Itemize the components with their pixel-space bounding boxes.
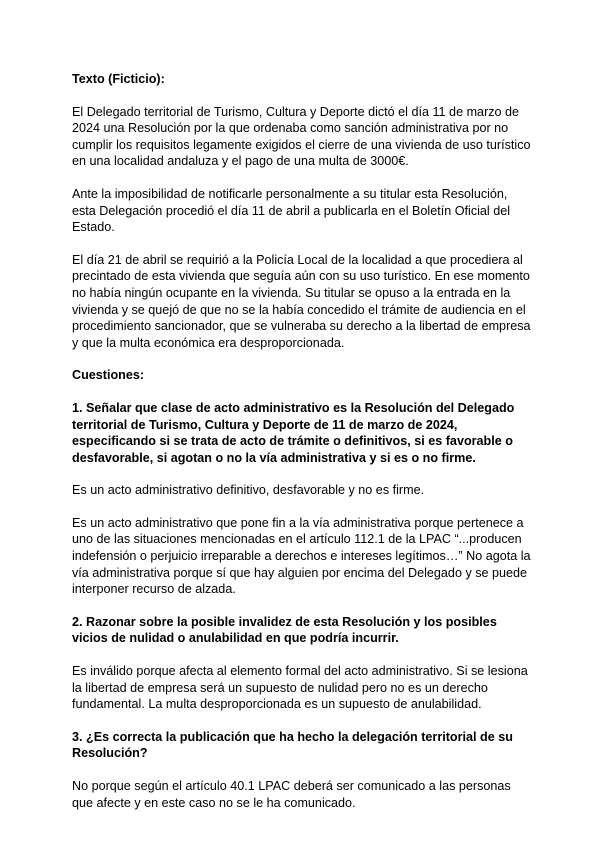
answer-1-paragraph-2: Es un acto administrativo que pone fin a la vía administrativa porque pertenece a uno de las situaciones mencionadas en el artículo 112.1 de la LPAC “...producen indefensión o perjuicio irreparable a derechos e intereses legítimos…” No agota la vía administrativa porque sí que hay alguien por encima del Delegado y se puede interponer recurso de alzada. bbox=[72, 515, 531, 597]
question-3: 3. ¿Es correcta la publicación que ha hecho la delegación territorial de su Resolución? bbox=[72, 729, 513, 761]
questions-heading: Cuestiones: bbox=[72, 368, 145, 383]
answer-2-paragraph-1: Es inválido porque afecta al elemento formal del acto administrativo. Si se lesiona la libertad de empresa será un supuesto de nulidad pero no es un derecho fundamental. La multa desproporcionada es un supuesto de anulabilidad. bbox=[72, 664, 528, 712]
question-2: 2. Razonar sobre la posible invalidez de esta Resolución y los posibles vicios de nulidad o anulabilidad en que podría incurrir. bbox=[72, 614, 497, 646]
question-1: 1. Señalar que clase de acto administrativo es la Resolución del Delegado territorial de Turismo, Cultura y Deporte de 11 de marzo de 2024, especificando si se trata de acto de trámite o definitivos, si es favorable o desfavorable, si agotan o no la vía administrativa y si es o no firme. bbox=[72, 400, 515, 465]
answer-1-paragraph-1: Es un acto administrativo definitivo, desfavorable y no es firme. bbox=[72, 483, 425, 498]
intro-paragraph-2: Ante la imposibilidad de notificarle personalmente a su titular esta Resolución, esta Delegación procedió el día 11 de abril a publicarla en el Boletín Oficial del Estado. bbox=[72, 186, 511, 235]
intro-paragraph-1: El Delegado territorial de Turismo, Cultura y Deporte dictó el día 11 de marzo de 2024 una Resolución por la que ordenaba como sanción administrativa por no cumplir los requisitos legamente exigidos el cierre de una vivienda de uso turístico en una localidad andaluza y el pago de una multa de 3000€. bbox=[72, 104, 531, 169]
document-page bbox=[72, 71, 534, 811]
intro-paragraph-3: El día 21 de abril se requirió a la Policía Local de la localidad a que procediera al precintado de esta vivienda que seguía aún con su uso turístico. En ese momento no había ningún ocupante en la vivienda. Su titular se opuso a la entrada en la vivienda y se quejó de que no se la había concedido el trámite de audiencia en el procedimiento sancionador, que se vulneraba su derecho a la libertad de empresa y que la multa económica era desproporcionada. bbox=[72, 252, 531, 350]
answer-3-paragraph-1: No porque según el artículo 40.1 LPAC deberá ser comunicado a las personas que afecte y en este caso no se le ha comunicado. bbox=[72, 779, 511, 810]
document-title: Texto (Ficticio): bbox=[72, 72, 165, 86]
